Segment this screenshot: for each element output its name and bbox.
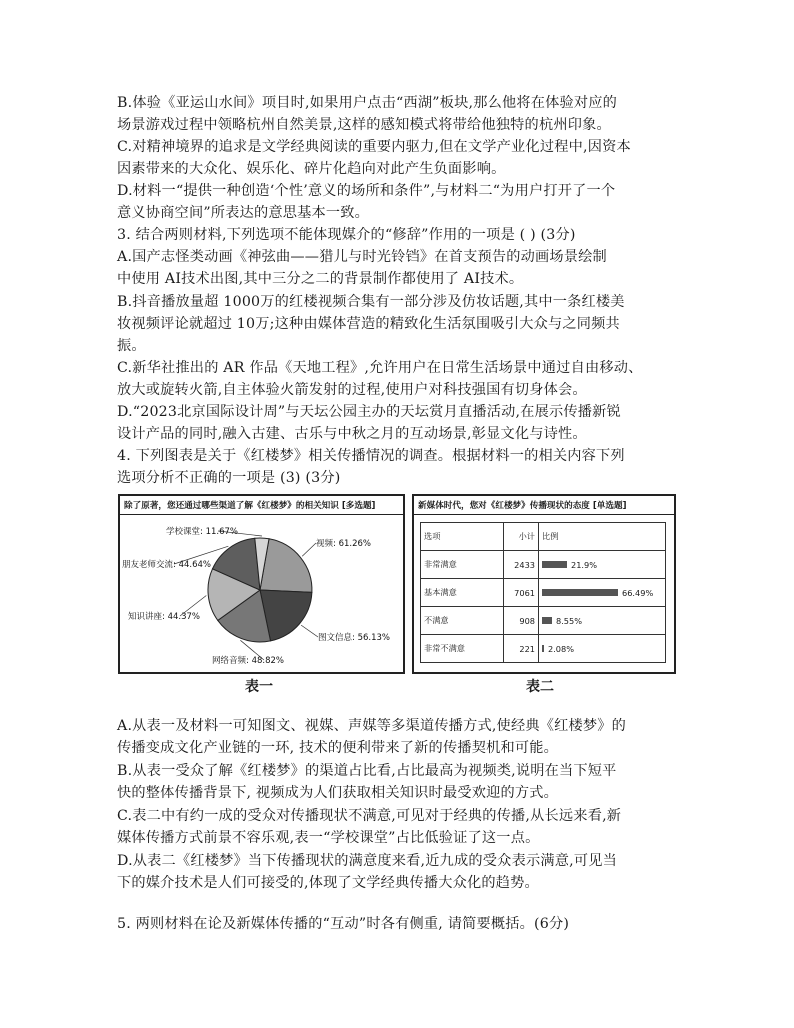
option-b-line-1: B.体验《亚运山水间》项目时,如果用户点击“西湖”板块,那么他将在体验对应的 — [117, 95, 618, 111]
table-2-panel — [412, 494, 676, 674]
row-ratio — [539, 635, 666, 663]
row-ratio — [539, 551, 666, 579]
q4-option-a-line-1: A.从表一及材料一可知图文、视媒、声媒等多渠道传播方式,使经典《红楼梦》的 — [117, 718, 627, 734]
q4-option-c-line-1: C.表二中有约一成的受众对传播现状不满意,可见对于经典的传播,从长远来看,新 — [117, 808, 622, 824]
table-row — [421, 551, 666, 579]
row-option: 非常不满意 — [421, 635, 504, 663]
q3-option-c-line-2: 放大或旋转火箭,自主体验火箭发射的过程,使用户对科技强国有切身体会。 — [117, 382, 587, 398]
ratio-label: 66.49% — [622, 587, 654, 598]
header-option: 选项 — [421, 523, 504, 551]
question-5-stem: 5. 两则材料在论及新媒体传播的“互动”时各有侧重, 请简要概括。(6分) — [117, 916, 570, 932]
option-b-line-2: 场景游戏过程中领略杭州自然美景,这样的感知模式将带给他独特的杭州印象。 — [117, 117, 611, 133]
row-ratio — [539, 579, 666, 607]
q3-option-a-line-2: 中使用 AI技术出图,其中三分之二的背景制作都使用了 AI技术。 — [117, 271, 524, 287]
table-2 — [420, 522, 666, 663]
ratio-label: 2.08% — [548, 643, 575, 654]
header-ratio: 比例 — [539, 523, 666, 551]
pie-label: 知识讲座: 44.37% — [128, 612, 200, 622]
row-count: 7061 — [504, 579, 539, 607]
table-1-panel — [118, 494, 405, 674]
question-4-stem-line-2: 选项分析不正确的一项是 (3) (3分) — [117, 470, 341, 486]
option-c-line-1: C.对精神境界的追求是文学经典阅读的重要内驱力,但在文学产业化过程中,因资本 — [117, 139, 631, 155]
question-3-stem: 3. 结合两则材料,下列选项不能体现媒介的“修辞”作用的一项是 ( ) (3分) — [117, 227, 576, 243]
survey-figure — [118, 490, 676, 700]
q4-option-d-line-1: D.从表二《红楼梦》当下传播现状的满意度来看,近九成的受众表示满意,可见当 — [117, 853, 617, 869]
table-2-header-row — [421, 523, 666, 551]
ratio-bar — [542, 617, 552, 624]
table-1-title: 除了原著，您还通过哪些渠道了解《红楼梦》的相关知识 [多选题] — [120, 496, 403, 515]
pie-label: 图文信息: 56.13% — [318, 633, 390, 643]
pie-chart — [120, 518, 399, 668]
pie-label: 网络音频: 48.82% — [212, 656, 284, 666]
ratio-bar — [542, 645, 544, 652]
q3-option-b-line-2: 妆视频评论就超过 10万;这种由媒体营造的精致化生活氛围吸引大众与之同频共 — [117, 316, 620, 332]
ratio-bar — [542, 589, 618, 596]
q4-option-d-line-2: 下的媒介技术是人们可接受的,体现了文学经典传播大众化的趋势。 — [117, 875, 539, 891]
pie-leader-line — [301, 625, 318, 637]
header-count: 小计 — [504, 523, 539, 551]
question-4-stem-line-1: 4. 下列图表是关于《红楼梦》相关传播情况的调查。根据材料一的相关内容下列 — [117, 448, 625, 464]
q3-option-d-line-1: D.“2023北京国际设计周”与天坛公园主办的天坛赏月直播活动,在展示传播新锐 — [117, 404, 621, 420]
row-ratio — [539, 607, 666, 635]
q3-option-b-line-3: 振。 — [117, 338, 146, 354]
q4-option-b-line-1: B.从表一受众了解《红楼梦》的渠道占比看,占比最高为视频类,说明在当下短平 — [117, 763, 617, 779]
q4-option-a-line-2: 传播变成文化产业链的一环, 技术的便利带来了新的传播契机和可能。 — [117, 740, 559, 756]
row-count: 2433 — [504, 551, 539, 579]
table-row — [421, 635, 666, 663]
option-d-line-2: 意义协商空间”所表达的意思基本一致。 — [117, 205, 370, 221]
q3-option-b-line-1: B.抖音播放量超 1000万的红楼视频合集有一部分涉及仿妆话题,其中一条红楼美 — [117, 294, 625, 310]
table-2-caption: 表二 — [526, 679, 554, 695]
table-2-title: 新媒体时代，您对《红楼梦》传播现状的态度 [单选题] — [414, 496, 674, 515]
ratio-label: 8.55% — [556, 615, 583, 626]
row-option: 非常满意 — [421, 551, 504, 579]
q3-option-d-line-2: 设计产品的同时,融入古建、古乐与中秋之月的互动场景,彰显文化与诗性。 — [117, 426, 587, 442]
q3-option-a-line-1: A.国产志怪类动画《神弦曲——猎儿与时光铃铛》在首支预告的动画场景绘制 — [117, 249, 607, 265]
row-option: 不满意 — [421, 607, 504, 635]
table-row — [421, 579, 666, 607]
table-row — [421, 607, 666, 635]
ratio-label: 21.9% — [571, 559, 598, 570]
ratio-bar — [542, 561, 567, 568]
pie-label: 朋友老师交流: 44.64% — [122, 560, 211, 570]
row-count: 221 — [504, 635, 539, 663]
option-d-line-1: D.材料一“提供一种创造‘个性’意义的场所和条件”,与材料二“为用户打开了一个 — [117, 183, 616, 199]
pie-leader-line — [302, 543, 316, 556]
row-option: 基本满意 — [421, 579, 504, 607]
q4-option-c-line-2: 媒体传播方式前景不容乐观,表一“学校课堂”占比低验证了这一点。 — [117, 830, 540, 846]
table-1-caption: 表一 — [245, 679, 273, 695]
q3-option-c-line-1: C.新华社推出的 AR 作品《天地工程》,允许用户在日常生活场景中通过自由移动、 — [117, 360, 643, 376]
option-c-line-2: 因素带来的大众化、娱乐化、碎片化趋向对此产生负面影响。 — [117, 161, 506, 177]
q4-option-b-line-2: 快的整体传播背景下, 视频成为人们获取相关知识时最受欢迎的方式。 — [117, 785, 559, 801]
pie-label: 视频: 61.26% — [316, 539, 371, 549]
row-count: 908 — [504, 607, 539, 635]
pie-label: 学校课堂: 11.67% — [166, 527, 238, 537]
